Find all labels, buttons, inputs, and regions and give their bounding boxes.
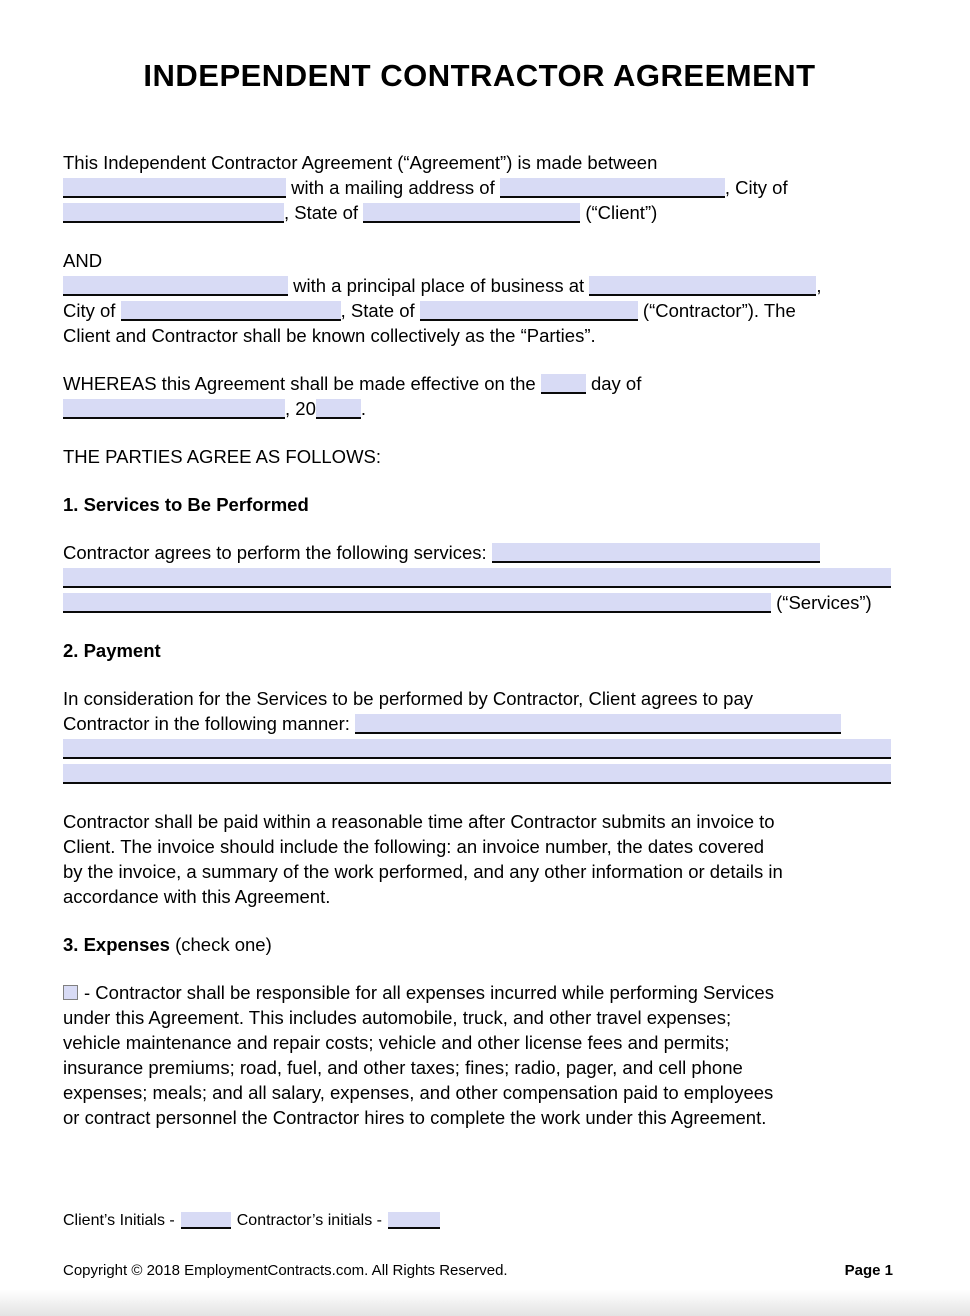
section2-heading-text: 2. Payment — [63, 640, 161, 661]
invoice-line2: Client. The invoice should include the following: an invoice number, the dates covered — [63, 836, 765, 857]
invoice-paragraph — [63, 809, 896, 909]
intro-paragraph — [63, 150, 896, 225]
services-tag-text: (“Services”) — [776, 592, 872, 613]
contractor-initials-label: Contractor’s initials - — [236, 1212, 382, 1229]
expenses-option1-checkbox[interactable] — [63, 985, 78, 1000]
invoice-line3: by the invoice, a summary of the work performed, and any other information or details in — [63, 861, 783, 882]
and-comma-text: , — [816, 275, 822, 296]
agree-heading — [63, 444, 896, 469]
client-address-field[interactable] — [500, 178, 725, 198]
section1-heading-text: 1. Services to Be Performed — [63, 494, 309, 515]
expenses-line4: insurance premiums; road, fuel, and other taxes; fines; radio, pager, and cell phone — [63, 1057, 743, 1078]
services-field-line2[interactable] — [63, 568, 891, 588]
section3-heading-suffix: (check one) — [175, 934, 272, 955]
whereas-comma20-text: , 20 — [285, 398, 316, 419]
intro-city-text: , City of — [724, 177, 788, 198]
payment-field-line3[interactable] — [63, 764, 891, 784]
section3-heading — [63, 932, 896, 957]
initials-row — [63, 1211, 446, 1231]
and-label: AND — [63, 250, 103, 271]
services-field-line1[interactable] — [492, 543, 820, 563]
page-bottom-shadow — [0, 1290, 970, 1316]
and-principal-text: with a principal place of business at — [293, 275, 585, 296]
expenses-line6: or contract personnel the Contractor hires to complete the work under this Agreement. — [63, 1107, 767, 1128]
effective-month-field[interactable] — [63, 399, 285, 419]
contractor-state-field[interactable] — [420, 301, 638, 321]
expenses-line5: expenses; meals; and all salary, expenses, and other compensation paid to employees — [63, 1082, 774, 1103]
client-city-field[interactable] — [63, 203, 284, 223]
expenses-option1 — [63, 980, 896, 1130]
expenses-line3: vehicle maintenance and repair costs; vehicle and other license fees and permits; — [63, 1032, 730, 1053]
and-collectively-text: Client and Contractor shall be known collectively as the “Parties”. — [63, 325, 596, 346]
invoice-line4: accordance with this Agreement. — [63, 886, 331, 907]
whereas-dayof-text: day of — [590, 373, 642, 394]
effective-year-field[interactable] — [316, 399, 361, 419]
services-lead-text: Contractor agrees to perform the following services: — [63, 542, 487, 563]
payment-field-line1[interactable] — [355, 714, 841, 734]
client-tag-text: (“Client”) — [585, 202, 658, 223]
footer-page-number: Page 1 — [844, 1262, 893, 1279]
contractor-city-field[interactable] — [121, 301, 341, 321]
and-city-text: City of — [63, 300, 116, 321]
client-initials-field[interactable] — [181, 1212, 231, 1229]
and-paragraph — [63, 248, 896, 348]
payment-paragraph — [63, 686, 896, 786]
expenses-line1: - Contractor shall be responsible for all expenses incurred while performing Services — [84, 982, 774, 1003]
contractor-initials-field[interactable] — [388, 1212, 440, 1229]
intro-mailing-text: with a mailing address of — [291, 177, 495, 198]
services-field-line3[interactable] — [63, 593, 771, 613]
footer-copyright: Copyright © 2018 EmploymentContracts.com. All Rights Reserved. — [63, 1262, 508, 1279]
invoice-line1: Contractor shall be paid within a reasonable time after Contractor submits an invoice to — [63, 811, 775, 832]
payment-lead1-text: In consideration for the Services to be performed by Contractor, Client agrees to pay — [63, 688, 754, 709]
client-initials-label: Client’s Initials - — [63, 1212, 175, 1229]
section1-heading — [63, 492, 896, 517]
client-state-field[interactable] — [363, 203, 580, 223]
payment-lead2-text: Contractor in the following manner: — [63, 713, 350, 734]
expenses-line2: under this Agreement. This includes automobile, truck, and other travel expenses; — [63, 1007, 732, 1028]
and-state-text: , State of — [340, 300, 415, 321]
document-title: INDEPENDENT CONTRACTOR AGREEMENT — [143, 58, 816, 93]
intro-line1: This Independent Contractor Agreement (“Agreement”) is made between — [63, 152, 658, 173]
whereas-paragraph — [63, 371, 896, 421]
client-name-field[interactable] — [63, 178, 286, 198]
contractor-address-field[interactable] — [589, 276, 816, 296]
whereas-lead-text: WHEREAS this Agreement shall be made effective on the — [63, 373, 536, 394]
effective-day-field[interactable] — [541, 374, 586, 394]
payment-field-line2[interactable] — [63, 739, 891, 759]
whereas-period-text: . — [360, 398, 366, 419]
intro-state-text: , State of — [284, 202, 359, 223]
contractor-name-field[interactable] — [63, 276, 288, 296]
services-paragraph — [63, 540, 896, 615]
contractor-tag-text: (“Contractor”). The — [642, 300, 796, 321]
agree-heading-text: THE PARTIES AGREE AS FOLLOWS: — [63, 446, 382, 467]
section2-heading — [63, 638, 896, 663]
section3-heading-text: 3. Expenses — [63, 934, 170, 955]
